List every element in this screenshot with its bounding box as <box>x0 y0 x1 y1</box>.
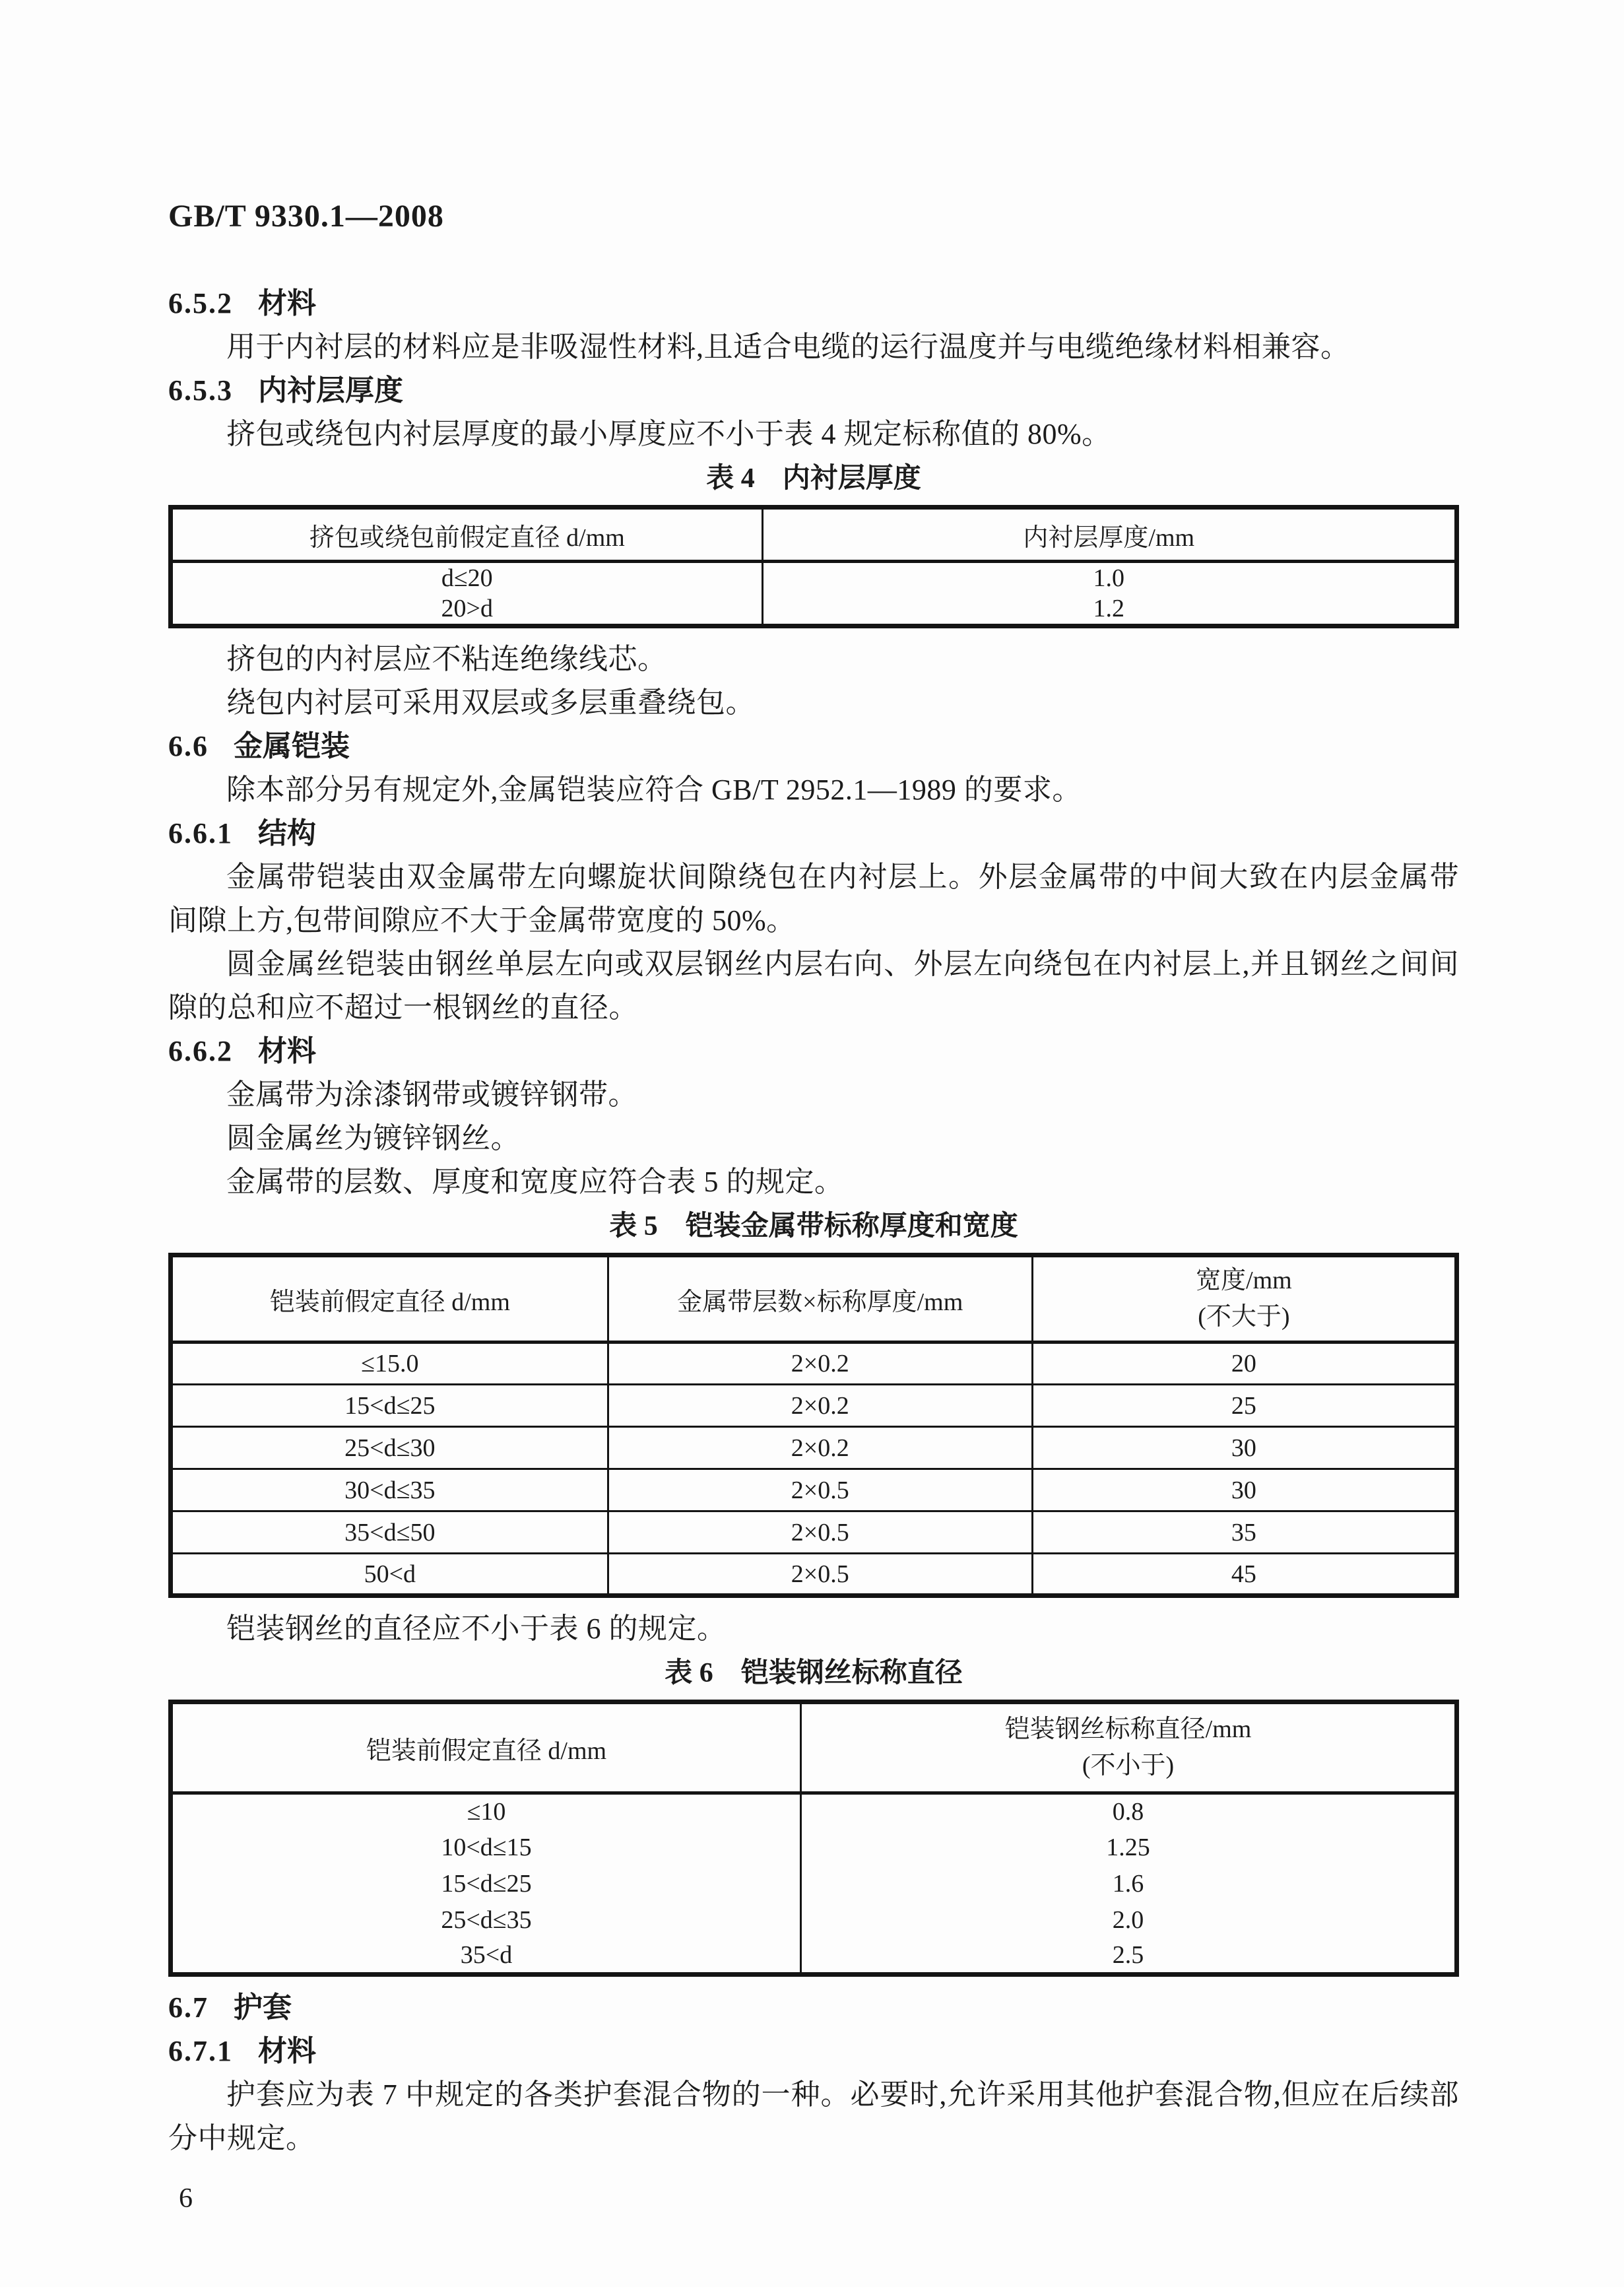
table-cell: 50<d <box>171 1554 608 1596</box>
table-cell: 2×0.5 <box>608 1554 1032 1596</box>
para-6-6-2-1: 金属带为涂漆钢带或镀锌钢带。 <box>226 1078 637 1111</box>
para-6-5-3-1: 挤包或绕包内衬层厚度的最小厚度应不小于表 4 规定标称值的 80%。 <box>226 418 1111 450</box>
section-title: 金属铠装 <box>234 730 350 762</box>
table-row <box>171 594 1457 626</box>
para-6-6-2-3: 金属带的层数、厚度和宽度应符合表 5 的规定。 <box>226 1166 844 1198</box>
table5-col1-header: 铠装前假定直径 d/mm <box>171 1255 608 1342</box>
section-number: 6.6.2 <box>168 1035 233 1067</box>
table-cell: 30 <box>1032 1469 1456 1511</box>
table-cell: ≤10 <box>467 1798 506 1826</box>
table-cell: 35 <box>1032 1511 1456 1554</box>
page-number: 6 <box>179 2183 193 2214</box>
table-cell: 35<d <box>460 1941 513 1970</box>
table-cell: 20>d <box>441 595 493 623</box>
table6-header-row <box>171 1702 1457 1793</box>
table-cell: 2×0.2 <box>608 1385 1032 1427</box>
section-heading-6-5-2 <box>168 282 1459 325</box>
table-cell: 25<d≤30 <box>171 1427 608 1469</box>
table5-col3-header <box>1032 1255 1456 1342</box>
section-heading-6-6-1 <box>168 812 1459 855</box>
table-row <box>171 1427 1457 1469</box>
para-6-6-1: 除本部分另有规定外,金属铠装应符合 GB/T 2952.1—1989 的要求。 <box>226 774 1082 806</box>
table-cell: 45 <box>1032 1554 1456 1596</box>
table-row <box>171 1469 1457 1511</box>
table-cell: 2×0.5 <box>608 1469 1032 1511</box>
table-row <box>171 1342 1457 1385</box>
table-cell: 2×0.2 <box>608 1427 1032 1469</box>
table4-caption: 表 4 内衬层厚度 <box>706 463 921 494</box>
section-number: 6.5.2 <box>168 287 233 319</box>
table6-col2-header-line2: (不小于) <box>1082 1752 1175 1779</box>
table5-col3-header-line2: (不大于) <box>1198 1303 1290 1331</box>
doc-number-header: GB/T 9330.1—2008 <box>168 199 444 234</box>
section-heading-6-5-3 <box>168 369 1459 413</box>
table-cell: 35<d≤50 <box>171 1511 608 1554</box>
table-row <box>171 1511 1457 1554</box>
section-number: 6.5.3 <box>168 374 233 407</box>
table-cell: 2.0 <box>801 1902 1457 1939</box>
section-title: 材料 <box>258 287 316 319</box>
table-cell: 10<d≤15 <box>441 1834 532 1861</box>
table-cell: 1.0 <box>762 562 1456 594</box>
table4 <box>168 505 1459 628</box>
table-cell: 30 <box>1032 1427 1456 1469</box>
table4-header-row <box>171 508 1457 562</box>
table5-col3-header-line1: 宽度/mm <box>1196 1266 1292 1294</box>
table-row <box>171 1385 1457 1427</box>
para-6-6-2-2: 圆金属丝为镀锌钢丝。 <box>226 1122 520 1154</box>
table-row <box>171 1866 1457 1902</box>
table6-caption: 表 6 铠装钢丝标称直径 <box>665 1658 963 1688</box>
table-cell: 15<d≤25 <box>441 1870 532 1898</box>
para-6-6-1-2: 圆金属丝铠装由钢丝单层左向或双层钢丝内层右向、外层左向绕包在内衬层上,并且钢丝之间间隙的总和应不超过一根钢丝的直径。 <box>168 948 1459 1024</box>
para-6-5-3-3: 绕包内衬层可采用双层或多层重叠绕包。 <box>226 686 755 719</box>
table-cell: 25<d≤35 <box>441 1906 532 1934</box>
table-cell: d≤20 <box>441 564 493 593</box>
section-heading-6-6-2 <box>168 1030 1459 1073</box>
page-content <box>168 282 1459 2214</box>
section-number: 6.6.1 <box>168 817 233 849</box>
section-title: 内衬层厚度 <box>258 374 403 407</box>
table4-col1-header: 挤包或绕包前假定直径 d/mm <box>171 508 763 562</box>
table6-col2-header-line1: 铠装钢丝标称直径/mm <box>1004 1715 1252 1743</box>
table-row <box>171 1830 1457 1866</box>
section-number: 6.6 <box>168 730 209 762</box>
table6 <box>168 1700 1459 1977</box>
table-row <box>171 562 1457 594</box>
table-cell: 1.6 <box>801 1866 1457 1902</box>
table6-col2-header <box>801 1702 1457 1793</box>
table-cell: 25 <box>1032 1385 1456 1427</box>
table-cell: 1.25 <box>801 1830 1457 1866</box>
section-heading-6-7-1 <box>168 2030 1459 2073</box>
table-cell: 2.5 <box>801 1939 1457 1975</box>
para-6-7-1-1: 护套应为表 7 中规定的各类护套混合物的一种。必要时,允许采用其他护套混合物,但应在后续部分中规定。 <box>168 2078 1459 2154</box>
section-heading-6-7 <box>168 1986 1459 2030</box>
table-row <box>171 1554 1457 1596</box>
table-cell: 2×0.5 <box>608 1511 1032 1554</box>
table-cell: ≤15.0 <box>361 1350 419 1377</box>
table-row <box>171 1902 1457 1939</box>
table5 <box>168 1253 1459 1598</box>
table-cell: 15<d≤25 <box>171 1385 608 1427</box>
table4-col2-header: 内衬层厚度/mm <box>762 508 1456 562</box>
table-cell: 20 <box>1032 1342 1456 1385</box>
para-6-6-2-4: 铠装钢丝的直径应不小于表 6 的规定。 <box>226 1612 727 1645</box>
table5-caption: 表 5 铠装金属带标称厚度和宽度 <box>609 1211 1018 1242</box>
section-number: 6.7.1 <box>168 2035 233 2067</box>
table-cell: 30<d≤35 <box>171 1469 608 1511</box>
section-title: 护套 <box>234 1991 292 2024</box>
table5-col2-header: 金属带层数×标称厚度/mm <box>608 1255 1032 1342</box>
section-heading-6-6 <box>168 725 1459 768</box>
section-title: 材料 <box>258 2035 316 2067</box>
para-6-5-3-2: 挤包的内衬层应不粘连绝缘线芯。 <box>226 643 667 675</box>
table-row <box>171 1793 1457 1830</box>
section-title: 材料 <box>258 1035 316 1067</box>
table5-header-row <box>171 1255 1457 1342</box>
section-number: 6.7 <box>168 1991 209 2024</box>
table-cell: 1.2 <box>762 594 1456 626</box>
table6-col1-header: 铠装前假定直径 d/mm <box>171 1702 801 1793</box>
table-cell: 2×0.2 <box>608 1342 1032 1385</box>
section-title: 结构 <box>258 817 316 849</box>
table-cell: 0.8 <box>801 1793 1457 1830</box>
para-6-6-1-1: 金属带铠装由双金属带左向螺旋状间隙绕包在内衬层上。外层金属带的中间大致在内层金属带间隙上方,包带间隙应不大于金属带宽度的 50%。 <box>168 861 1459 937</box>
para-6-5-2-1: 用于内衬层的材料应是非吸湿性材料,且适合电缆的运行温度并与电缆绝缘材料相兼容。 <box>226 331 1350 363</box>
table-row <box>171 1939 1457 1975</box>
